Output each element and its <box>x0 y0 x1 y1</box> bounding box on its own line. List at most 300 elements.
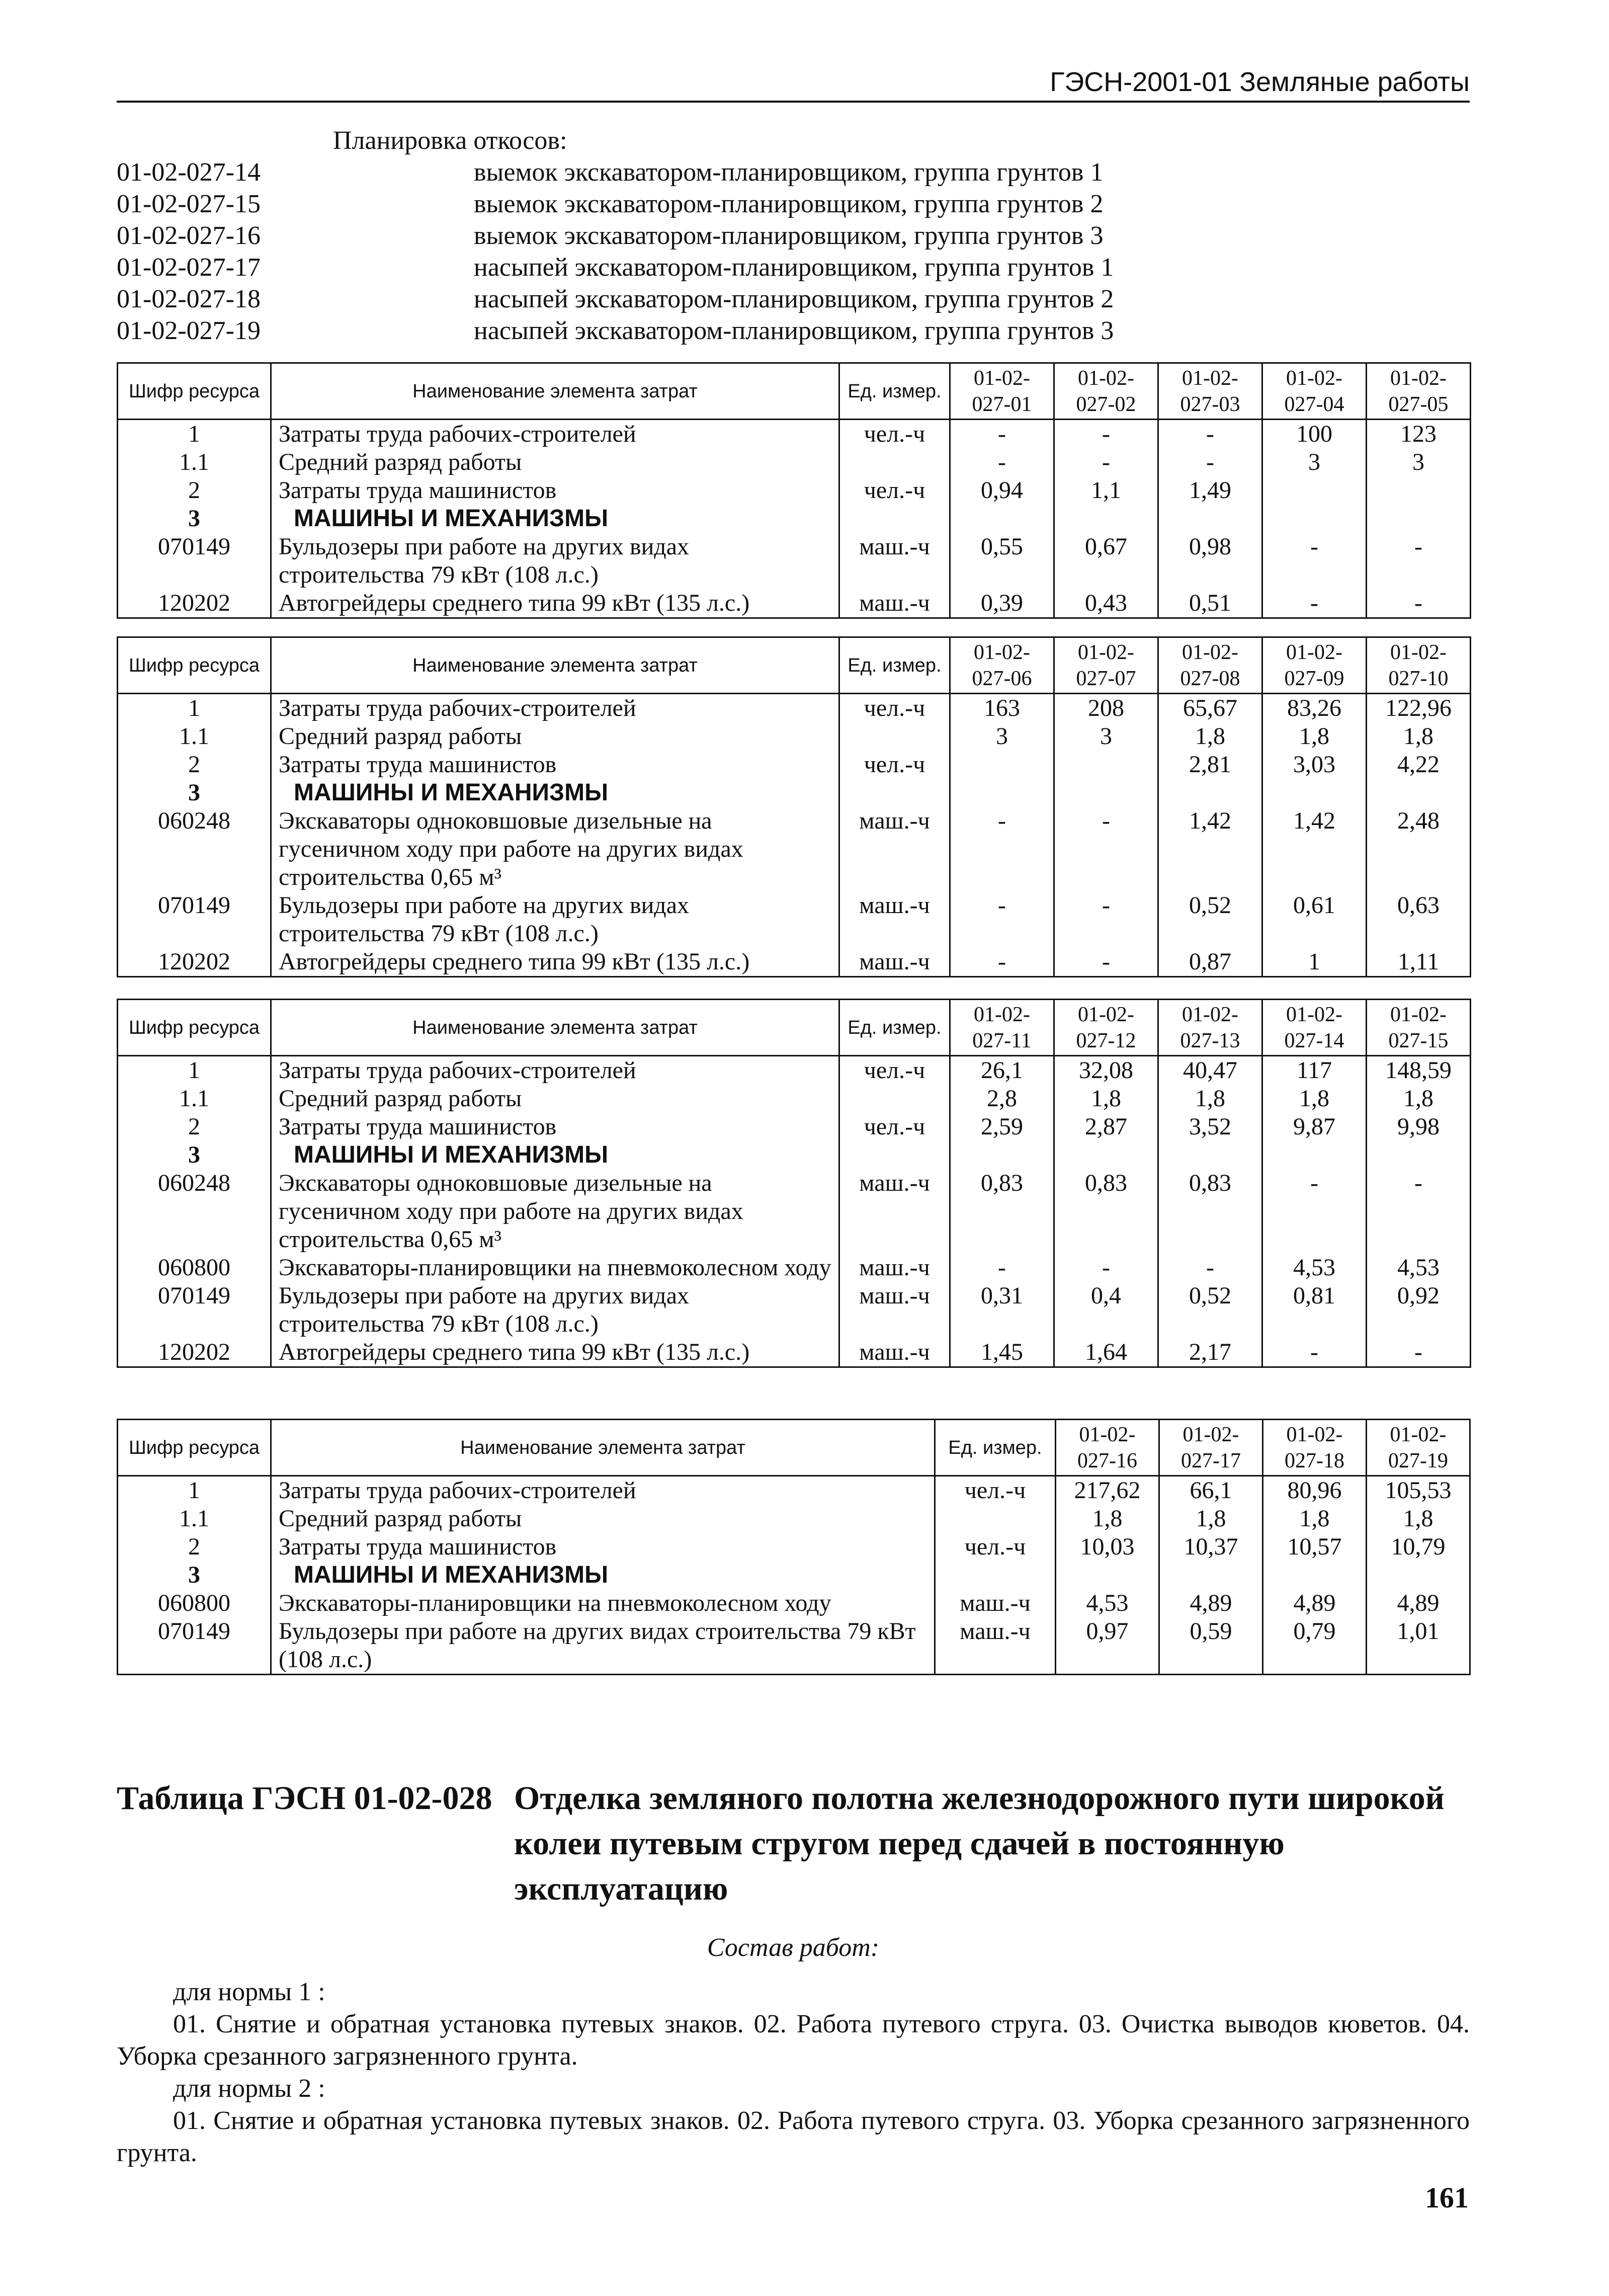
resource-value: 4,89 <box>1263 1589 1367 1617</box>
resource-name: Автогрейдеры среднего типа 99 кВт (135 л.с.) <box>271 1338 839 1367</box>
resource-value: 0,52 <box>1158 891 1262 948</box>
resource-name: Средний разряд работы <box>271 722 839 751</box>
resource-row <box>118 1533 1470 1561</box>
planning-text: насыпей экскаватором-планировщиком, группа грунтов 3 <box>474 316 1114 345</box>
resource-value: 1,8 <box>1262 1085 1367 1113</box>
resource-value: 117 <box>1262 1056 1367 1085</box>
resource-name: Бульдозеры при работе на других видах строительства 79 кВт (108 л.с.) <box>271 1617 935 1675</box>
planning-code: 01-02-027-16 <box>117 221 261 250</box>
resource-value: 65,67 <box>1158 694 1262 723</box>
resource-value: 1,45 <box>950 1338 1054 1367</box>
resource-value <box>950 779 1054 807</box>
resource-code: 070149 <box>118 891 271 948</box>
resource-code: 1.1 <box>118 1505 271 1533</box>
resource-value: 1,49 <box>1158 476 1262 505</box>
resource-value: 0,51 <box>1158 589 1262 618</box>
resource-row <box>118 1169 1471 1254</box>
resource-value: 40,47 <box>1158 1056 1262 1085</box>
resource-value <box>1367 476 1471 505</box>
resource-name: Бульдозеры при работе на других видах строительства 79 кВт (108 л.с.) <box>271 533 839 589</box>
resource-unit: чел.-ч <box>839 694 950 723</box>
resource-code: 060248 <box>118 807 271 891</box>
resource-value: 9,87 <box>1262 1113 1367 1141</box>
resource-name: Автогрейдеры среднего типа 99 кВт (135 л.с.) <box>271 589 839 618</box>
section-row <box>118 1561 1470 1589</box>
resource-value: 208 <box>1054 694 1158 723</box>
resource-value <box>1054 779 1158 807</box>
resource-value: - <box>1262 533 1367 589</box>
resource-value: 0,83 <box>950 1169 1054 1254</box>
resource-value: 0,39 <box>950 589 1054 618</box>
resource-value: 32,08 <box>1054 1056 1158 1085</box>
column-header-name: Наименование элемента затрат <box>271 363 839 420</box>
resource-value: - <box>1367 1338 1471 1367</box>
resource-value: 0,92 <box>1367 1282 1471 1338</box>
norm-column-header: 01-02-027-07 <box>1054 637 1158 694</box>
resource-unit: маш.-ч <box>839 533 950 589</box>
resource-value <box>1054 1141 1158 1169</box>
section-row <box>118 505 1471 533</box>
resource-value: 100 <box>1262 420 1367 449</box>
resource-value: 1,11 <box>1367 948 1471 977</box>
resource-value <box>1367 1141 1471 1169</box>
resource-table <box>117 636 1471 977</box>
resource-unit: маш.-ч <box>839 1254 950 1282</box>
resource-value: 1,42 <box>1158 807 1262 891</box>
resource-value <box>1262 476 1367 505</box>
resource-value: - <box>950 1254 1054 1282</box>
resource-value: 0,83 <box>1054 1169 1158 1254</box>
column-header-code: Шифр ресурса <box>118 363 271 420</box>
resource-value: 1,8 <box>1158 722 1262 751</box>
resource-unit <box>935 1561 1056 1589</box>
resource-value: - <box>950 948 1054 977</box>
resource-row <box>118 722 1471 751</box>
planning-code: 01-02-027-17 <box>117 253 261 282</box>
resource-row <box>118 948 1471 977</box>
resource-name: Затраты труда рабочих-строителей <box>271 1476 935 1505</box>
resource-unit: маш.-ч <box>839 891 950 948</box>
resource-value: 0,31 <box>950 1282 1054 1338</box>
resource-row <box>118 420 1471 449</box>
resource-value <box>1158 779 1262 807</box>
resource-code: 1 <box>118 420 271 449</box>
resource-unit: чел.-ч <box>935 1476 1056 1505</box>
resource-name: Автогрейдеры среднего типа 99 кВт (135 л.с.) <box>271 948 839 977</box>
resource-unit: маш.-ч <box>839 589 950 618</box>
resource-value: 2,48 <box>1367 807 1471 891</box>
resource-code: 070149 <box>118 533 271 589</box>
planning-code: 01-02-027-14 <box>117 158 261 187</box>
resource-value: 1,42 <box>1262 807 1367 891</box>
planning-text: выемок экскаватором-планировщиком, группа грунтов 3 <box>474 221 1104 250</box>
norm-column-header: 01-02-027-09 <box>1262 637 1367 694</box>
table-header-row <box>118 637 1471 694</box>
resource-unit: маш.-ч <box>935 1617 1056 1675</box>
resource-value: 3,52 <box>1158 1113 1262 1141</box>
resource-unit: маш.-ч <box>839 1282 950 1338</box>
resource-value: 1,8 <box>1262 722 1367 751</box>
resource-code: 3 <box>118 1141 271 1169</box>
resource-value: 1,8 <box>1159 1505 1263 1533</box>
resource-unit: чел.-ч <box>839 1113 950 1141</box>
resource-name: Бульдозеры при работе на других видах строительства 79 кВт (108 л.с.) <box>271 1282 839 1338</box>
column-header-unit: Ед. измер. <box>839 1000 950 1056</box>
works-composition <box>117 1976 1470 2169</box>
norm-column-header: 01-02-027-18 <box>1263 1420 1367 1476</box>
resource-unit <box>839 722 950 751</box>
resource-value: 4,53 <box>1262 1254 1367 1282</box>
norm-column-header: 01-02-027-10 <box>1367 637 1471 694</box>
planning-code: 01-02-027-19 <box>117 316 261 345</box>
resource-unit: маш.-ч <box>839 807 950 891</box>
resource-value <box>1056 1561 1159 1589</box>
resource-code: 1 <box>118 1056 271 1085</box>
resource-value: - <box>1262 1338 1367 1367</box>
resource-row <box>118 1338 1471 1367</box>
resource-value <box>1367 1561 1470 1589</box>
norm-column-header: 01-02-027-12 <box>1054 1000 1158 1056</box>
resource-value: 1,8 <box>1158 1085 1262 1113</box>
resource-value: 1,1 <box>1054 476 1158 505</box>
running-header: ГЭСН-2001-01 Земляные работы <box>1050 67 1470 97</box>
norm-column-header: 01-02-027-04 <box>1262 363 1367 420</box>
resource-name: Затраты труда машинистов <box>271 751 839 779</box>
resource-value: - <box>1054 1254 1158 1282</box>
resource-value: 0,94 <box>950 476 1054 505</box>
resource-value <box>1158 505 1262 533</box>
resource-name: Экскаваторы-планировщики на пневмоколесном ходу <box>271 1589 935 1617</box>
resource-value: 0,81 <box>1262 1282 1367 1338</box>
column-header-name: Наименование элемента затрат <box>271 1000 839 1056</box>
resource-row <box>118 694 1471 723</box>
resource-value: 217,62 <box>1056 1476 1159 1505</box>
planning-text: насыпей экскаватором-планировщиком, группа грунтов 1 <box>474 253 1114 282</box>
resource-value: 83,26 <box>1262 694 1367 723</box>
resource-value: 0,59 <box>1159 1617 1263 1675</box>
norm-column-header: 01-02-027-01 <box>950 363 1054 420</box>
resource-value <box>1054 505 1158 533</box>
resource-unit <box>839 1085 950 1113</box>
resource-value: - <box>1054 807 1158 891</box>
resource-value: - <box>1367 589 1471 618</box>
resource-name: Затраты труда рабочих-строителей <box>271 420 839 449</box>
resource-code: 1 <box>118 694 271 723</box>
resource-value: 0,4 <box>1054 1282 1158 1338</box>
resource-name: МАШИНЫ И МЕХАНИЗМЫ <box>271 1561 935 1589</box>
resource-value <box>950 505 1054 533</box>
planning-title: Планировка откосов: <box>333 126 567 155</box>
planning-text: выемок экскаватором-планировщиком, группа грунтов 1 <box>474 158 1104 187</box>
norm-column-header: 01-02-027-15 <box>1367 1000 1471 1056</box>
column-header-unit: Ед. измер. <box>839 363 950 420</box>
resource-name: Затраты труда машинистов <box>271 476 839 505</box>
resource-value: 66,1 <box>1159 1476 1263 1505</box>
resource-value: - <box>1262 589 1367 618</box>
resource-value <box>1262 505 1367 533</box>
norm-column-header: 01-02-027-02 <box>1054 363 1158 420</box>
resource-value: 163 <box>950 694 1054 723</box>
planning-code: 01-02-027-15 <box>117 190 261 218</box>
resource-value: 10,79 <box>1367 1533 1470 1561</box>
resource-code: 2 <box>118 1113 271 1141</box>
resource-code: 060800 <box>118 1254 271 1282</box>
resource-value <box>1367 505 1471 533</box>
resource-unit: чел.-ч <box>839 476 950 505</box>
resource-value <box>950 751 1054 779</box>
resource-value: 3 <box>1262 448 1367 476</box>
resource-unit <box>839 779 950 807</box>
resource-code: 2 <box>118 1533 271 1561</box>
section-row <box>118 1141 1471 1169</box>
planning-item <box>117 315 1470 347</box>
resource-name: Бульдозеры при работе на других видах строительства 79 кВт (108 л.с.) <box>271 891 839 948</box>
resource-unit <box>839 1141 950 1169</box>
resource-code: 060248 <box>118 1169 271 1254</box>
resource-unit: маш.-ч <box>839 1169 950 1254</box>
resource-value: 1,8 <box>1367 1505 1470 1533</box>
table-header-row <box>118 1420 1470 1476</box>
resource-code: 120202 <box>118 948 271 977</box>
resource-value: - <box>950 420 1054 449</box>
resource-value: - <box>950 448 1054 476</box>
norm1-label: для нормы 1 : <box>173 1978 325 2006</box>
resource-name: МАШИНЫ И МЕХАНИЗМЫ <box>271 779 839 807</box>
resource-value <box>1158 1141 1262 1169</box>
planning-item <box>117 283 1470 315</box>
resource-name: Средний разряд работы <box>271 448 839 476</box>
resource-value <box>1159 1561 1263 1589</box>
resource-unit: маш.-ч <box>839 1338 950 1367</box>
planning-text: насыпей экскаватором-планировщиком, группа грунтов 2 <box>474 285 1114 313</box>
resource-row <box>118 533 1471 589</box>
resource-value: 0,43 <box>1054 589 1158 618</box>
resource-row <box>118 1589 1470 1617</box>
table-header-row <box>118 363 1471 420</box>
resource-row <box>118 1254 1471 1282</box>
resource-value: 1,8 <box>1263 1505 1367 1533</box>
resource-value: - <box>1262 1169 1367 1254</box>
resource-value: 4,89 <box>1367 1589 1470 1617</box>
resource-value: 1,64 <box>1054 1338 1158 1367</box>
resource-value: 10,03 <box>1056 1533 1159 1561</box>
resource-code: 1.1 <box>118 722 271 751</box>
resource-row <box>118 1056 1471 1085</box>
norm-column-header: 01-02-027-14 <box>1262 1000 1367 1056</box>
resource-code: 1 <box>118 1476 271 1505</box>
resource-value: 3 <box>950 722 1054 751</box>
norm-column-header: 01-02-027-17 <box>1159 1420 1263 1476</box>
resource-name: Экскаваторы-планировщики на пневмоколесном ходу <box>271 1254 839 1282</box>
column-header-name: Наименование элемента затрат <box>271 637 839 694</box>
resource-value: 1,8 <box>1367 722 1471 751</box>
column-header-unit: Ед. измер. <box>935 1420 1056 1476</box>
column-header-code: Шифр ресурса <box>118 1000 271 1056</box>
column-header-unit: Ед. измер. <box>839 637 950 694</box>
resource-code: 3 <box>118 505 271 533</box>
resource-code: 060800 <box>118 1589 271 1617</box>
resource-unit: маш.-ч <box>839 948 950 977</box>
resource-value: - <box>1054 948 1158 977</box>
resource-value: 1,01 <box>1367 1617 1470 1675</box>
resource-code: 3 <box>118 779 271 807</box>
resource-value: - <box>1158 420 1262 449</box>
resource-value <box>1263 1561 1367 1589</box>
resource-value <box>1262 779 1367 807</box>
resource-name: Средний разряд работы <box>271 1505 935 1533</box>
resource-value: 0,63 <box>1367 891 1471 948</box>
resource-value: - <box>1054 448 1158 476</box>
column-header-code: Шифр ресурса <box>118 1420 271 1476</box>
resource-value: 10,37 <box>1159 1533 1263 1561</box>
resource-value: 0,61 <box>1262 891 1367 948</box>
resource-value <box>1054 751 1158 779</box>
resource-row <box>118 1085 1471 1113</box>
resource-value: 26,1 <box>950 1056 1054 1085</box>
resource-value: 4,22 <box>1367 751 1471 779</box>
resource-row <box>118 1282 1471 1338</box>
norm-column-header: 01-02-027-16 <box>1056 1420 1159 1476</box>
resource-name: Затраты труда машинистов <box>271 1113 839 1141</box>
resource-value: 4,89 <box>1159 1589 1263 1617</box>
section-row <box>118 779 1471 807</box>
resource-unit <box>839 505 950 533</box>
norm-column-header: 01-02-027-11 <box>950 1000 1054 1056</box>
resource-value: 4,53 <box>1056 1589 1159 1617</box>
resource-table <box>117 1419 1471 1675</box>
resource-value: - <box>950 891 1054 948</box>
resource-value: 0,83 <box>1158 1169 1262 1254</box>
norm1-text: 01. Снятие и обратная установка путевых знаков. 02. Работа путевого струга. 03. Очистка выводов кюветов. 04. Уборка срезанного загрязненного грунта. <box>117 2010 1470 2071</box>
resource-row <box>118 891 1471 948</box>
resource-value: 0,97 <box>1056 1617 1159 1675</box>
norm-column-header: 01-02-027-08 <box>1158 637 1262 694</box>
column-header-code: Шифр ресурса <box>118 637 271 694</box>
norm2-text: 01. Снятие и обратная установка путевых знаков. 02. Работа путевого струга. 03. Уборка срезанного загрязненного грунта. <box>117 2106 1470 2167</box>
resource-value: - <box>1158 448 1262 476</box>
resource-code: 3 <box>118 1561 271 1589</box>
resource-value <box>1367 779 1471 807</box>
resource-code: 2 <box>118 476 271 505</box>
resource-code: 120202 <box>118 1338 271 1367</box>
resource-unit <box>839 448 950 476</box>
resource-value: 105,53 <box>1367 1476 1470 1505</box>
resource-value: 122,96 <box>1367 694 1471 723</box>
table-title <box>117 1776 1470 1912</box>
resource-value: 2,59 <box>950 1113 1054 1141</box>
resource-row <box>118 476 1471 505</box>
resource-value: 2,17 <box>1158 1338 1262 1367</box>
resource-row <box>118 1617 1470 1675</box>
resource-name: МАШИНЫ И МЕХАНИЗМЫ <box>271 505 839 533</box>
norm-column-header: 01-02-027-13 <box>1158 1000 1262 1056</box>
resource-name: МАШИНЫ И МЕХАНИЗМЫ <box>271 1141 839 1169</box>
resource-value: 3,03 <box>1262 751 1367 779</box>
norm-column-header: 01-02-027-06 <box>950 637 1054 694</box>
resource-value: 2,81 <box>1158 751 1262 779</box>
resource-name: Экскаваторы одноковшовые дизельные на гусеничном ходу при работе на других видах строительства 0,65 м³ <box>271 807 839 891</box>
planning-code: 01-02-027-18 <box>117 285 261 313</box>
resource-table <box>117 999 1471 1368</box>
resource-value: 123 <box>1367 420 1471 449</box>
resource-code: 1.1 <box>118 448 271 476</box>
planning-item <box>117 188 1470 220</box>
resource-value: - <box>1367 1169 1471 1254</box>
resource-value: - <box>1054 420 1158 449</box>
resource-value: 1,8 <box>1367 1085 1471 1113</box>
table-header-row <box>118 1000 1471 1056</box>
resource-value: 0,67 <box>1054 533 1158 589</box>
resource-table <box>117 362 1471 619</box>
resource-row <box>118 1505 1470 1533</box>
resource-value: 10,57 <box>1263 1533 1367 1561</box>
resource-row <box>118 1476 1470 1505</box>
planning-list <box>117 125 1470 347</box>
resource-value: 148,59 <box>1367 1056 1471 1085</box>
resource-name: Затраты труда рабочих-строителей <box>271 1056 839 1085</box>
resource-code: 1.1 <box>118 1085 271 1113</box>
resource-unit: чел.-ч <box>839 1056 950 1085</box>
resource-value: 1,8 <box>1056 1505 1159 1533</box>
resource-row <box>118 448 1471 476</box>
norm-column-header: 01-02-027-05 <box>1367 363 1471 420</box>
page-number: 161 <box>1425 2181 1469 2214</box>
norm-column-header: 01-02-027-19 <box>1367 1420 1470 1476</box>
resource-unit: чел.-ч <box>935 1533 1056 1561</box>
resource-value: 0,79 <box>1263 1617 1367 1675</box>
resource-code: 070149 <box>118 1617 271 1675</box>
resource-unit: маш.-ч <box>935 1589 1056 1617</box>
planning-text: выемок экскаватором-планировщиком, группа грунтов 2 <box>474 190 1104 218</box>
resource-unit: чел.-ч <box>839 420 950 449</box>
resource-value: 3 <box>1054 722 1158 751</box>
resource-row <box>118 807 1471 891</box>
resource-value: 0,55 <box>950 533 1054 589</box>
planning-item <box>117 252 1470 283</box>
resource-code: 2 <box>118 751 271 779</box>
resource-name: Экскаваторы одноковшовые дизельные на гусеничном ходу при работе на других видах строительства 0,65 м³ <box>271 1169 839 1254</box>
resource-row <box>118 751 1471 779</box>
resource-value: - <box>1367 533 1471 589</box>
resource-name: Затраты труда рабочих-строителей <box>271 694 839 723</box>
resource-code: 070149 <box>118 1282 271 1338</box>
resource-code: 120202 <box>118 589 271 618</box>
table-title-prefix: Таблица ГЭСН 01-02-028 <box>117 1780 492 1817</box>
column-header-name: Наименование элемента затрат <box>271 1420 935 1476</box>
resource-value: 9,98 <box>1367 1113 1471 1141</box>
resource-value: 3 <box>1367 448 1471 476</box>
resource-row <box>118 589 1471 618</box>
resource-value <box>950 1141 1054 1169</box>
resource-value: 1 <box>1262 948 1367 977</box>
resource-value: 80,96 <box>1263 1476 1367 1505</box>
resource-value: 2,8 <box>950 1085 1054 1113</box>
resource-value: 0,98 <box>1158 533 1262 589</box>
resource-value: 0,87 <box>1158 948 1262 977</box>
planning-item <box>117 220 1470 252</box>
resource-value <box>1262 1141 1367 1169</box>
composition-label: Состав работ: <box>707 1933 880 1962</box>
resource-value: 0,52 <box>1158 1282 1262 1338</box>
planning-item <box>117 156 1470 188</box>
norm2-label: для нормы 2 : <box>173 2074 325 2103</box>
resource-value: - <box>1158 1254 1262 1282</box>
resource-value: - <box>950 807 1054 891</box>
resource-unit: чел.-ч <box>839 751 950 779</box>
resource-unit <box>935 1505 1056 1533</box>
norm-column-header: 01-02-027-03 <box>1158 363 1262 420</box>
table-title-body: Отделка земляного полотна железнодорожного пути широкой колеи путевым стругом перед сдачей в постоянную эксплуатацию <box>514 1780 1445 1907</box>
